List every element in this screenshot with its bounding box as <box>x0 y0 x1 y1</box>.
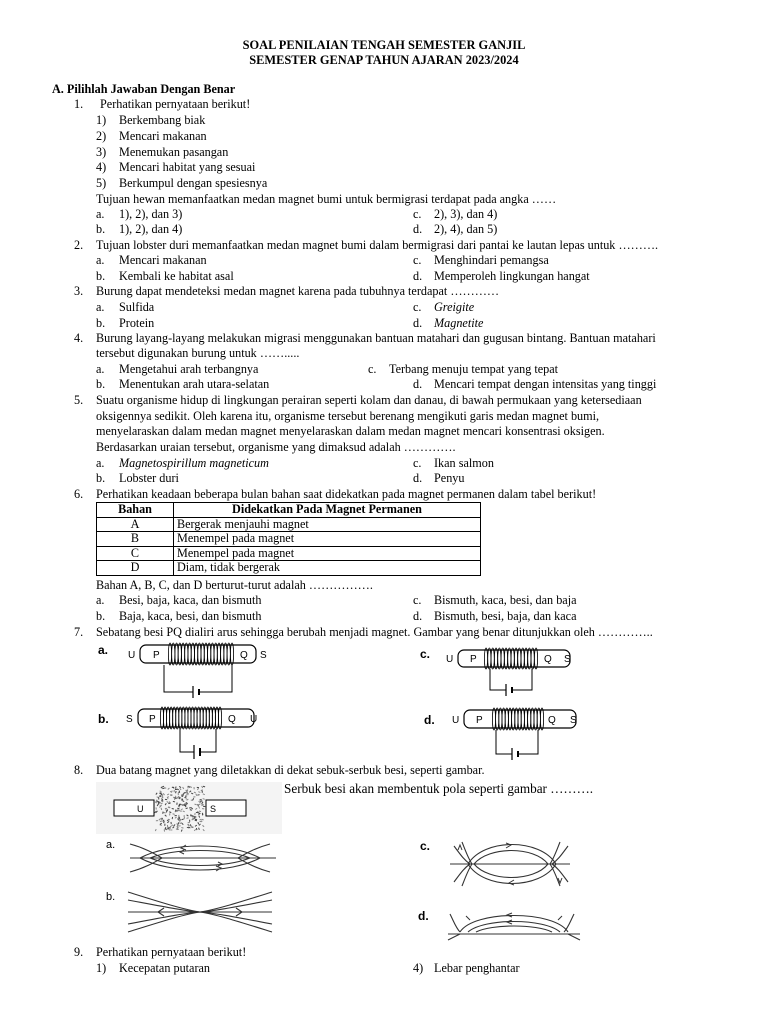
option-letter: b. <box>96 377 106 391</box>
option-letter: c. <box>413 300 422 314</box>
q6-option-b[interactable]: Baja, kaca, besi, dan bismuth <box>119 609 262 623</box>
title-line-2: SEMESTER GENAP TAHUN AJARAN 2023/2024 <box>249 53 519 67</box>
q7-figure-a[interactable] <box>96 640 276 698</box>
option-letter: a. <box>96 456 105 470</box>
q9-stmt: Lebar penghantar <box>434 961 520 975</box>
option-letter: a. <box>96 253 105 267</box>
q9-stmt-num: 4) <box>413 961 424 975</box>
q4-option-c[interactable]: Terbang menuju tempat yang tepat <box>389 362 559 376</box>
option-letter: b. <box>96 222 106 236</box>
iron-filing <box>161 808 162 810</box>
magnet-u <box>114 800 154 816</box>
field-line <box>460 916 568 933</box>
table-cell: Menempel pada magnet <box>174 546 481 561</box>
q1-stmt-num: 3) <box>96 145 107 159</box>
q3-option-b[interactable]: Protein <box>119 316 155 330</box>
q6-option-c[interactable]: Bismuth, kaca, besi, dan baja <box>434 593 577 607</box>
iron-filing <box>160 825 162 826</box>
title-line-1: SOAL PENILAIAN TENGAH SEMESTER GANJIL <box>242 38 526 52</box>
iron-filing <box>160 821 162 822</box>
iron-filing <box>177 829 179 830</box>
q8-option-a-figure[interactable] <box>100 834 280 884</box>
end-label-q: Q <box>228 714 236 725</box>
iron-filing <box>162 818 163 820</box>
q2-option-d[interactable]: Memperoleh lingkungan hangat <box>434 269 590 283</box>
iron-filing <box>173 814 175 815</box>
option-letter: c. <box>413 593 422 607</box>
option-letter: d. <box>413 609 423 623</box>
option-letter: d. <box>413 377 423 391</box>
figure-label: b. <box>98 712 109 726</box>
q1-number: 1. <box>74 97 84 111</box>
figure-label: a. <box>98 643 109 657</box>
q4-option-a[interactable]: Mengetahui arah terbangnya <box>119 362 259 376</box>
pole-label: U <box>446 654 454 665</box>
table-cell: Diam, tidak bergerak <box>174 561 481 576</box>
figure-label: d. <box>418 909 429 923</box>
option-letter: b. <box>96 316 106 330</box>
q1-stmt-num: 1) <box>96 113 107 127</box>
option-letter: d. <box>413 222 423 236</box>
iron-filing <box>159 793 161 794</box>
q2-number: 2. <box>74 238 84 252</box>
iron-filing <box>176 791 177 793</box>
iron-filing <box>170 826 171 828</box>
q5-option-a[interactable]: Magnetospirillum magneticum <box>119 456 269 470</box>
q8-option-b-figure[interactable] <box>100 886 280 936</box>
q5-option-d[interactable]: Penyu <box>434 471 465 485</box>
q2-option-a[interactable]: Mencari makanan <box>119 253 207 267</box>
end-label-p: P <box>470 654 477 665</box>
end-label-p: P <box>153 650 160 661</box>
table-row <box>97 546 481 561</box>
q1-text: Perhatikan pernyataan berikut! <box>100 97 251 111</box>
q8-magnets-figure <box>96 782 282 834</box>
circuit-wire <box>496 730 538 754</box>
iron-filing <box>194 816 196 817</box>
q3-option-d[interactable]: Magnetite <box>434 316 484 330</box>
q7-number: 7. <box>74 625 84 639</box>
iron-filing <box>198 792 200 793</box>
q7-text: Sebatang besi PQ dialiri arus sehingga berubah menjadi magnet. Gambar yang benar ditunjukkan oleh ………….. <box>96 625 653 639</box>
iron-filing <box>199 811 201 812</box>
q3-option-c[interactable]: Greigite <box>434 300 475 314</box>
q5-text-line-4: Berdasarkan uraian tersebut, organisme yang dimaksud adalah …………. <box>96 440 456 454</box>
pole-label: S <box>564 654 571 665</box>
iron-filing <box>177 789 179 790</box>
iron-filing <box>164 788 166 789</box>
q9-text: Perhatikan pernyataan berikut! <box>96 945 247 959</box>
iron-filing <box>186 808 188 809</box>
q1-option-a[interactable]: 1), 2), dan 3) <box>119 207 183 221</box>
option-letter: c. <box>413 456 422 470</box>
pole-label: U <box>452 715 460 726</box>
q3-number: 3. <box>74 284 84 298</box>
section-a-heading: A. Pilihlah Jawaban Dengan Benar <box>52 82 236 96</box>
q1-option-d[interactable]: 2), 4), dan 5) <box>434 222 498 236</box>
table-header: Didekatkan Pada Magnet Permanen <box>174 503 481 518</box>
figure-label: c. <box>420 647 431 661</box>
iron-filing <box>168 819 170 820</box>
q4-option-b[interactable]: Menentukan arah utara-selatan <box>119 377 270 391</box>
q8-text: Dua batang magnet yang diletakkan di dekat sebuk-serbuk besi, seperti gambar. <box>96 763 485 777</box>
option-letter: d. <box>413 269 423 283</box>
q6-text: Perhatikan keadaan beberapa bulan bahan saat didekatkan pada magnet permanen dalam tabel berikut! <box>96 487 597 501</box>
pole-label: S <box>260 650 267 661</box>
q8-option-d-figure[interactable] <box>414 900 590 946</box>
table-cell: Bergerak menjauhi magnet <box>174 517 481 532</box>
q1-stmt-num: 4) <box>96 160 107 174</box>
table-row <box>97 561 481 576</box>
iron-filing <box>182 819 184 820</box>
table-cell: C <box>97 546 174 561</box>
q1-option-c[interactable]: 2), 3), dan 4) <box>434 207 498 221</box>
q5-option-b[interactable]: Lobster duri <box>119 471 179 485</box>
field-line <box>476 926 552 932</box>
table-cell: D <box>97 561 174 576</box>
q1-option-b[interactable]: 1), 2), dan 4) <box>119 222 183 236</box>
circuit-wire <box>490 669 532 690</box>
q8-option-c-figure[interactable] <box>414 834 590 894</box>
iron-filing <box>195 804 197 805</box>
q1-stmt: Berkembang biak <box>119 113 206 127</box>
iron-filing <box>203 799 205 800</box>
option-letter: a. <box>96 362 105 376</box>
q5-text-line-1: Suatu organisme hidup di lingkungan perairan seperti kolam dan danau, di bawah permukaan yang ketersediaan <box>96 393 642 407</box>
iron-filing <box>202 819 204 820</box>
q4-text-line-1: Burung layang-layang melakukan migrasi menggunakan bantuan matahari dan gugusan bintang. Bantuan matahari <box>96 331 656 345</box>
option-letter: c. <box>413 207 422 221</box>
q6-option-a[interactable]: Besi, baja, kaca, dan bismuth <box>119 593 262 607</box>
q6-number: 6. <box>74 487 84 501</box>
iron-filing <box>190 810 192 811</box>
q6-table <box>96 502 481 576</box>
q5-text-line-3: menyelaraskan dalam medan magnet menyelaraskan dalam medan magnet mencari konsentrasi oksigen. <box>96 424 605 438</box>
iron-filing <box>187 827 189 828</box>
figure-label: d. <box>424 713 435 727</box>
iron-filing <box>168 803 170 804</box>
q1-stmt: Berkumpul dengan spesiesnya <box>119 176 268 190</box>
pole-label: S <box>210 804 217 814</box>
q1-stmt-num: 2) <box>96 129 107 143</box>
figure-label: b. <box>106 891 116 903</box>
q4-text-line-2: tersebut digunakan burung untuk ……..... <box>96 346 300 360</box>
iron-filing <box>184 817 185 819</box>
option-letter: a. <box>96 593 105 607</box>
iron-filing <box>177 808 179 809</box>
option-letter: c. <box>368 362 377 376</box>
end-label-p: P <box>476 715 483 726</box>
field-line <box>128 912 272 924</box>
option-letter: a. <box>96 300 105 314</box>
q1-stmt: Menemukan pasangan <box>119 145 229 159</box>
iron-filing <box>203 786 205 787</box>
q1-stmt: Mencari makanan <box>119 129 207 143</box>
q6-question: Bahan A, B, C, dan D berturut-turut adalah ……………. <box>96 578 373 592</box>
end-label-q: Q <box>548 715 556 726</box>
option-letter: a. <box>96 207 105 221</box>
q2-option-b[interactable]: Kembali ke habitat asal <box>119 269 234 283</box>
iron-filing <box>172 808 174 809</box>
option-letter: c. <box>413 253 422 267</box>
iron-filing <box>174 798 175 800</box>
pole-label: S <box>570 715 577 726</box>
q3-text: Burung dapat mendeteksi medan magnet karena pada tubuhnya terdapat ………… <box>96 284 500 298</box>
q7-figure-c[interactable] <box>414 640 594 698</box>
q9-stmt-num: 1) <box>96 961 107 975</box>
iron-filing <box>186 790 188 791</box>
option-letter: b. <box>96 269 106 283</box>
iron-filing <box>193 819 195 820</box>
q3-option-a[interactable]: Sulfida <box>119 300 155 314</box>
field-line <box>128 900 272 912</box>
pole-label: U <box>128 650 136 661</box>
coil-windings <box>160 707 221 729</box>
iron-filing <box>176 787 177 789</box>
iron-filing <box>165 827 166 829</box>
q9-stmt: Kecepatan putaran <box>119 961 211 975</box>
table-row <box>97 517 481 532</box>
q1-question: Tujuan hewan memanfaatkan medan magnet bumi untuk bermigrasi terdapat pada angka …… <box>96 192 557 206</box>
table-header-row <box>97 503 481 518</box>
q1-stmt: Mencari habitat yang sesuai <box>119 160 256 174</box>
field-line <box>468 922 560 933</box>
q4-option-d[interactable]: Mencari tempat dengan intensitas yang tinggi <box>434 377 657 391</box>
circuit-wire <box>180 729 216 752</box>
option-letter: d. <box>413 316 423 330</box>
q2-option-c[interactable]: Menghindari pemangsa <box>434 253 549 267</box>
pole-label: U <box>250 714 258 725</box>
q8-number: 8. <box>74 763 84 777</box>
iron-filing <box>187 818 189 819</box>
figure-label: a. <box>106 839 116 851</box>
q2-text: Tujuan lobster duri memanfaatkan medan magnet bumi dalam bermigrasi dari pantai ke lautan lepas untuk ………. <box>96 238 659 252</box>
q8-side-text: Serbuk besi akan membentuk pola seperti gambar ………. <box>284 781 594 796</box>
q5-number: 5. <box>74 393 84 407</box>
iron-filing <box>181 827 183 828</box>
pole-label: U <box>137 804 144 814</box>
table-header: Bahan <box>97 503 174 518</box>
iron-filing <box>173 801 175 802</box>
q4-number: 4. <box>74 331 84 345</box>
table-row <box>97 532 481 547</box>
option-letter: d. <box>413 471 423 485</box>
q5-option-c[interactable]: Ikan salmon <box>434 456 494 470</box>
q5-text-line-2: oksigennya sedikit. Oleh karena itu, organisme tersebut berenang mengikuti garis medan magnet bumi, <box>96 409 600 423</box>
table-cell: B <box>97 532 174 547</box>
field-line <box>128 912 272 932</box>
figure-label: c. <box>420 839 431 853</box>
table-cell: Menempel pada magnet <box>174 532 481 547</box>
field-line <box>128 892 272 912</box>
arrow-heads <box>466 913 562 924</box>
option-letter: b. <box>96 471 106 485</box>
pole-label: S <box>126 714 133 725</box>
q1-stmt-num: 5) <box>96 176 107 190</box>
end-label-q: Q <box>544 654 552 665</box>
option-letter: b. <box>96 609 106 623</box>
end-label-q: Q <box>240 650 248 661</box>
end-label-p: P <box>149 714 156 725</box>
q9-number: 9. <box>74 945 84 959</box>
circuit-wire <box>164 665 232 692</box>
q7-figure-d[interactable] <box>414 704 594 762</box>
q6-option-d[interactable]: Bismuth, besi, baja, dan kaca <box>434 609 577 623</box>
iron-filing <box>163 812 165 813</box>
q7-figure-b[interactable] <box>96 706 276 762</box>
table-cell: A <box>97 517 174 532</box>
iron-filing <box>196 828 197 830</box>
